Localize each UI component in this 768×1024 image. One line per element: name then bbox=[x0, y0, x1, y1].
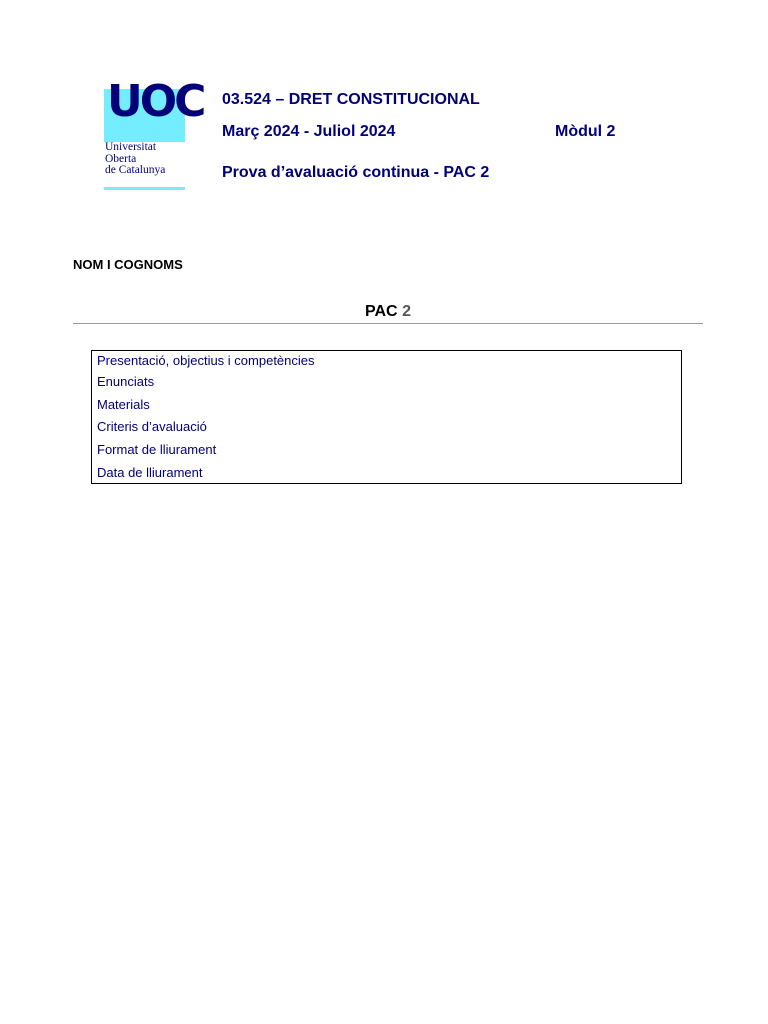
logo-underline bbox=[104, 187, 185, 190]
logo-letters: UOC bbox=[107, 76, 204, 127]
table-of-contents bbox=[91, 350, 682, 484]
logo-line-3: de Catalunya bbox=[105, 164, 166, 176]
toc-link-criteris[interactable]: Criteris d’avaluació bbox=[97, 419, 207, 435]
logo-line-2: Oberta bbox=[105, 152, 137, 165]
toc-link-materials[interactable]: Materials bbox=[97, 396, 150, 412]
logo-block bbox=[104, 76, 204, 142]
logo-line-1: Universitat bbox=[105, 141, 157, 153]
toc-link-enunciats[interactable]: Enunciats bbox=[97, 374, 155, 389]
section-title-prefix: PAC bbox=[365, 303, 398, 320]
course-title: 03.524 – DRET CONSTITUCIONAL bbox=[222, 91, 480, 108]
assessment-title: Prova d’avaluació continua - PAC 2 bbox=[222, 164, 490, 181]
section-divider bbox=[73, 323, 703, 324]
logo-wordmark bbox=[105, 142, 165, 177]
course-period: Març 2024 - Juliol 2024 bbox=[222, 123, 396, 140]
toc-link-presentacio[interactable]: Presentació, objectius i competències bbox=[97, 353, 315, 368]
toc-link-data[interactable]: Data de lliurament bbox=[97, 464, 203, 480]
student-name-label: NOM I COGNOMS bbox=[73, 257, 183, 272]
section-title bbox=[73, 302, 703, 322]
module-label: Mòdul 2 bbox=[555, 123, 616, 140]
toc-link-format[interactable]: Format de lliurament bbox=[97, 442, 217, 458]
section-title-number: 2 bbox=[402, 303, 411, 320]
uoc-logo bbox=[104, 76, 204, 193]
